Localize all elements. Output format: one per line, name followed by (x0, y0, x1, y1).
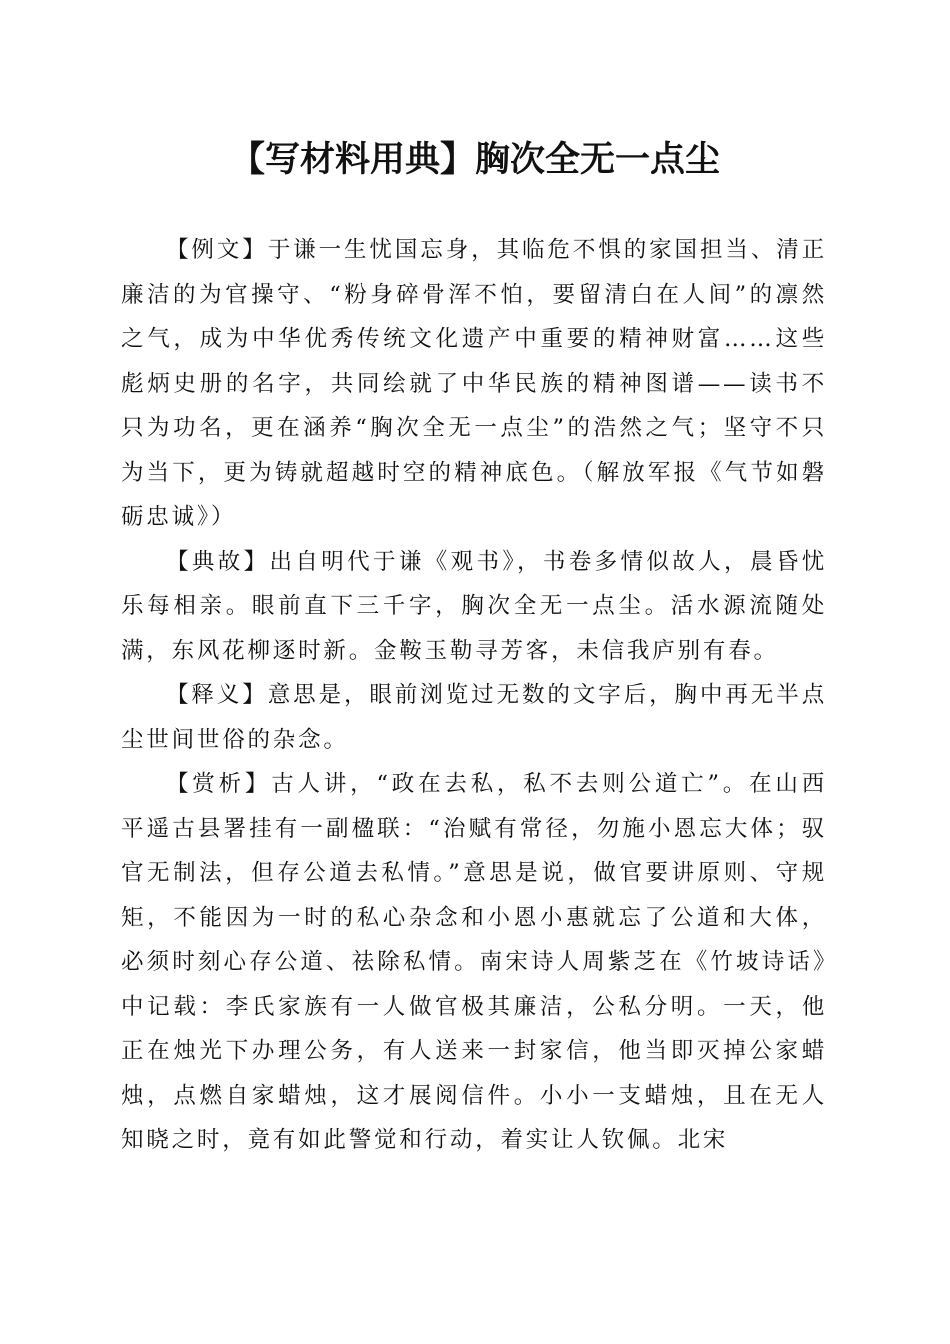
page-title: 【写材料用典】胸次全无一点尘 (229, 139, 720, 180)
paragraph-text: 于谦一生忧国忘身，其临危不惧的家国担当、清正廉洁的为官操守、“粉身碎骨浑不怕，要留清白在人间”的凛然之气，成为中华优秀传统文化遗产中重要的精神财富……这些彪炳史册的名字，共同绘就了中华民族的精神图谱——读书不只为功名，更在涵养“胸次全无一点尘”的浩然之气；坚守不只为当下，更为铸就超越时空的精神底色。（解放军报《气节如磐砺忠诚》） (121, 237, 827, 530)
paragraph-tag: 【赏析】 (166, 771, 272, 797)
paragraph-tag: 【例文】 (166, 237, 268, 263)
document-body (121, 228, 827, 1163)
paragraph-text: 出自明代于谦《观书》，书卷多情似故人，晨昏忧乐每相亲。眼前直下三千字，胸次全无一点尘。活水源流随处满，东风花柳逐时新。金鞍玉勒寻芳客，未信我庐别有春。 (121, 548, 827, 664)
paragraph-tag: 【释义】 (166, 682, 268, 708)
paragraph-meaning (121, 673, 827, 762)
paragraph-tag: 【典故】 (166, 548, 270, 575)
paragraph-example (121, 228, 827, 540)
paragraph-appreciation (121, 762, 827, 1163)
paragraph-text: 古人讲，“政在去私，私不去则公道亡”。在山西平遥古县署挂有一副楹联：“治赋有常径，勿施小恩忘大体；驭官无制法，但存公道去私情。”意思是说，做官要讲原则、守规矩，不能因为一时的私心杂念和小恩小惠就忘了公道和大体，必须时刻心存公道、祛除私情。南宋诗人周紫芝在《竹坡诗话》中记载：李氏家族有一人做官极其廉洁，公私分明。一天，他正在烛光下办理公务，有人送来一封家信，他当即灭掉公家蜡烛，点燃自家蜡烛，这才展阅信件。小小一支蜡烛，且在无人知晓之时，竟有如此警觉和行动，着实让人钦佩。北宋 (121, 771, 827, 1153)
paragraph-text: 意思是，眼前浏览过无数的文字后，胸中再无半点尘世间世俗的杂念。 (121, 682, 827, 753)
paragraph-allusion (121, 540, 827, 674)
